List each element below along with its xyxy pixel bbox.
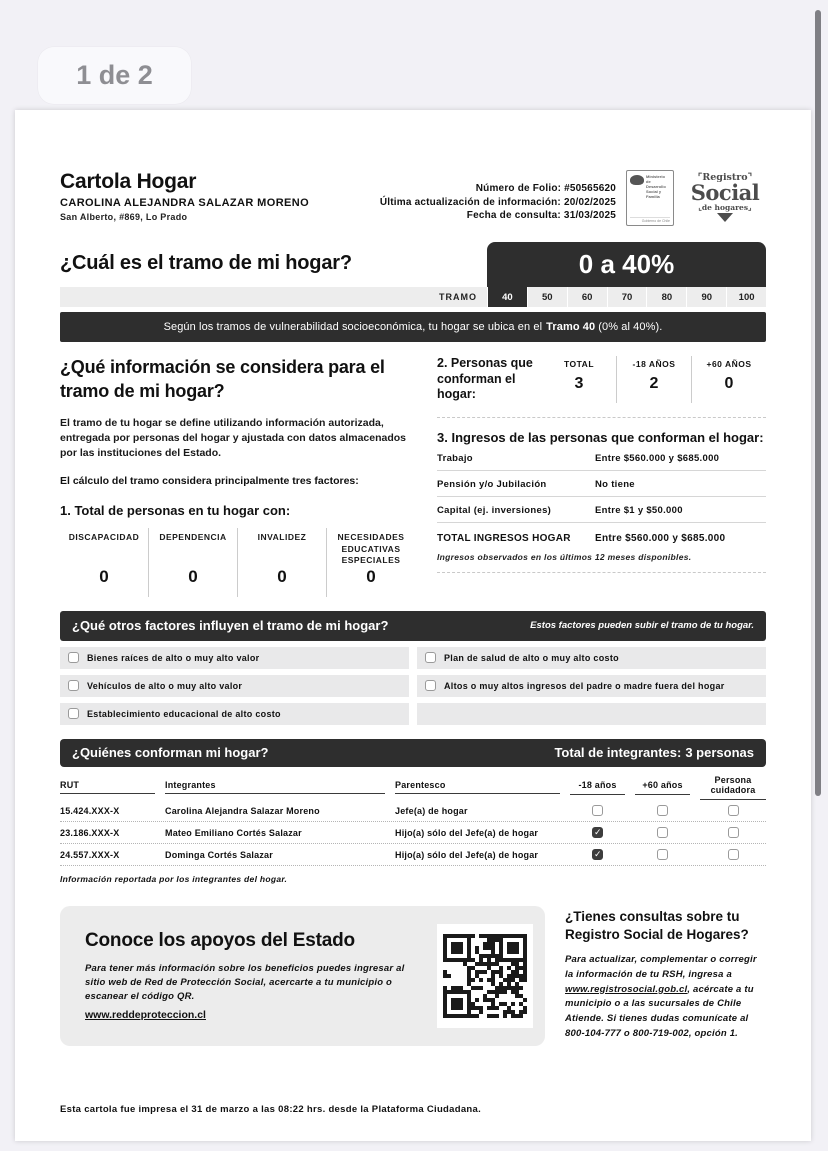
tramo-cell-80: 80 <box>646 287 686 307</box>
income-row-capital: Capital (ej. inversiones) Entre $1 y $50.000 <box>437 497 766 523</box>
document-header <box>60 170 766 226</box>
tramo-cell-40: 40 <box>487 287 527 307</box>
tramo-section <box>60 242 766 287</box>
checkbox-icon[interactable] <box>425 652 436 663</box>
income-note: Ingresos observados en los últimos 12 meses disponibles. <box>437 550 766 573</box>
scrollbar-thumb[interactable] <box>815 10 821 796</box>
info-title: ¿Qué información se considera para el tramo de mi hogar? <box>60 357 385 401</box>
qr-code <box>437 924 533 1028</box>
income-row-pension: Pensión y/o Jubilación No tiene <box>437 471 766 497</box>
counter-necesidades: NECESIDADES EDUCATIVAS ESPECIALES 0 <box>326 528 415 596</box>
checkbox-icon[interactable] <box>657 827 668 838</box>
registro-social-logo: ⌜Registro⌝ Social ⌞de hogares⌟ <box>684 170 766 222</box>
tramo-scale-label: TRAMO <box>439 292 477 302</box>
tramo-cell-50: 50 <box>527 287 567 307</box>
factor-vehiculos: Vehículos de alto o muy alto valor <box>60 675 409 697</box>
checkbox-icon[interactable] <box>592 827 603 838</box>
household-table-header <box>60 775 766 801</box>
folio-info <box>380 170 616 223</box>
supports-title: Conoce los apoyos del Estado <box>85 929 355 951</box>
income-row-trabajo: Trabajo Entre $560.000 y $685.000 <box>437 445 766 471</box>
supports-box <box>60 906 545 1046</box>
checkbox-icon[interactable] <box>657 849 668 860</box>
factor-plan-salud: Plan de salud de alto o muy alto costo <box>417 647 766 669</box>
stat-over60: +60 AÑOS 0 <box>691 356 766 403</box>
table-row: 15.424.XXX-X Carolina Alejandra Salazar Moreno Jefe(a) de hogar <box>60 800 766 822</box>
col-integrantes: Integrantes <box>165 780 385 794</box>
header-identity <box>60 170 309 222</box>
factor-ingresos-padre: Altos o muy altos ingresos del padre o madre fuera del hogar <box>417 675 766 697</box>
print-footer: Esta cartola fue impresa el 31 de marzo a las 08:22 hrs. desde la Plataforma Ciudadana. <box>60 1104 482 1116</box>
consultas-column <box>565 906 766 1046</box>
document-title: Cartola Hogar <box>60 170 197 193</box>
checkbox-icon[interactable] <box>657 805 668 816</box>
checkbox-icon[interactable] <box>728 849 739 860</box>
tramo-question: ¿Cuál es el tramo de mi hogar? <box>60 252 352 274</box>
tramo-cell-90: 90 <box>686 287 726 307</box>
checkbox-icon[interactable] <box>728 805 739 816</box>
tramo-value-box: 0 a 40% <box>487 242 766 287</box>
page-indicator <box>38 47 191 104</box>
consult-date: Fecha de consulta: 31/03/2025 <box>466 210 616 221</box>
info-column <box>60 356 415 597</box>
factor3-title: 3. Ingresos de las personas que conforman el hogar: <box>437 429 764 445</box>
supports-body: Para tener más información sobre los beneficios puedes ingresar al sitio web de Red de Protección Social, acercarte a tu municipio o escanear el código QR. <box>85 962 405 1003</box>
household-total: Total de integrantes: 3 personas <box>554 745 754 761</box>
info-paragraph: El tramo de tu hogar se define utilizando información autorizada, entregada por personas del hogar y ajustada con datos almacenados por las instituciones del Estado. <box>60 416 407 459</box>
col-under18: -18 años <box>570 780 625 795</box>
household-header <box>60 739 766 767</box>
ministry-logo-text: Ministerio de Desarrollo Social y Familia <box>646 174 666 199</box>
checkbox-icon[interactable] <box>425 680 436 691</box>
tramo-banner: Según los tramos de vulnerabilidad socioeconómica, tu hogar se ubica en el Tramo 40 (0% al 40%). <box>60 312 766 342</box>
stats-column <box>437 356 766 597</box>
tramo-cell-70: 70 <box>607 287 647 307</box>
factors-note: Estos factores pueden subir el tramo de tu hogar. <box>530 620 754 632</box>
tramo-scale <box>60 287 766 307</box>
tramo-cell-100: 100 <box>726 287 766 307</box>
stat-total: TOTAL 3 <box>563 359 595 392</box>
checkbox-icon[interactable] <box>728 827 739 838</box>
stat-under18: -18 AÑOS 2 <box>616 356 691 403</box>
household-title: ¿Quiénes conforman mi hogar? <box>72 745 269 761</box>
tramo-scale-cells <box>487 287 766 307</box>
consultas-body: Para actualizar, complementar o corregir la información de tu RSH, ingresa a www.registrosocial.gob.cl, acércate a tu municipio o a las sucursales de Chile Atiende. Si tienes dudas comunícate al 800-104-777 o 800-719-002, opción 1. <box>565 954 757 1039</box>
page-indicator-label: 1 de 2 <box>76 60 153 90</box>
counter-dependencia: DEPENDENCIA 0 <box>148 528 237 596</box>
reddeproteccion-link[interactable]: www.reddeproteccion.cl <box>85 1008 206 1021</box>
tramo-cell-60: 60 <box>567 287 607 307</box>
factor2-title: 2. Personas que conforman el hogar: <box>437 356 533 402</box>
factors-grid <box>60 647 766 725</box>
table-row: 23.186.XXX-X Mateo Emiliano Cortés Salazar Hijo(a) sólo del Jefe(a) de hogar ✓ <box>60 822 766 844</box>
income-row-total: TOTAL INGRESOS HOGAR Entre $560.000 y $685.000 <box>437 532 726 544</box>
last-update: Última actualización de información: 20/02/2025 <box>379 196 616 208</box>
col-parentesco: Parentesco <box>395 780 560 794</box>
factors-header <box>60 611 766 641</box>
person-address: San Alberto, #869, Lo Prado <box>60 212 188 222</box>
factor2-section <box>437 356 766 418</box>
factors-title: ¿Qué otros factores influyen el tramo de mi hogar? <box>72 618 389 634</box>
counter-invalidez: INVALIDEZ 0 <box>237 528 326 596</box>
person-name: CAROLINA ALEJANDRA SALAZAR MORENO <box>60 197 310 209</box>
consultas-title: ¿Tienes consultas sobre tu Registro Social de Hogares? <box>565 909 749 942</box>
col-over60: +60 años <box>635 780 690 795</box>
document-page <box>15 110 811 1141</box>
factor-establecimiento: Establecimiento educacional de alto costo <box>60 703 409 725</box>
counter-discapacidad: DISCAPACIDAD 0 <box>68 532 140 586</box>
checkbox-icon[interactable] <box>68 708 79 719</box>
col-cuidadora: Persona cuidadora <box>700 775 766 801</box>
factor-bienes-raices: Bienes raíces de alto o muy alto valor <box>60 647 409 669</box>
ministry-logo <box>626 170 674 226</box>
factor1-title: 1. Total de personas en tu hogar con: <box>60 503 291 519</box>
ministry-logo-subtext: Gobierno de Chile <box>630 217 670 223</box>
speech-bubble-tail <box>717 213 733 222</box>
registrosocial-link[interactable]: www.registrosocial.gob.cl <box>565 983 688 995</box>
factor-cell-empty <box>417 703 766 725</box>
checkbox-icon[interactable] <box>592 805 603 816</box>
household-table <box>60 775 766 867</box>
tramo-banner-bold: Tramo 40 <box>546 321 596 333</box>
household-note: Información reportada por los integrantes del hogar. <box>60 874 288 885</box>
checkbox-icon[interactable] <box>68 680 79 691</box>
chile-coat-of-arms-icon <box>630 175 644 185</box>
info-paragraph-2: El cálculo del tramo considera principalmente tres factores: <box>60 475 359 488</box>
col-rut: RUT <box>60 780 155 794</box>
checkbox-icon[interactable] <box>592 849 603 860</box>
checkbox-icon[interactable] <box>68 652 79 663</box>
folio-number: Número de Folio: #50565620 <box>475 183 616 194</box>
table-row: 24.557.XXX-X Dominga Cortés Salazar Hijo(a) sólo del Jefe(a) de hogar ✓ <box>60 844 766 866</box>
factor1-counters <box>60 528 415 596</box>
